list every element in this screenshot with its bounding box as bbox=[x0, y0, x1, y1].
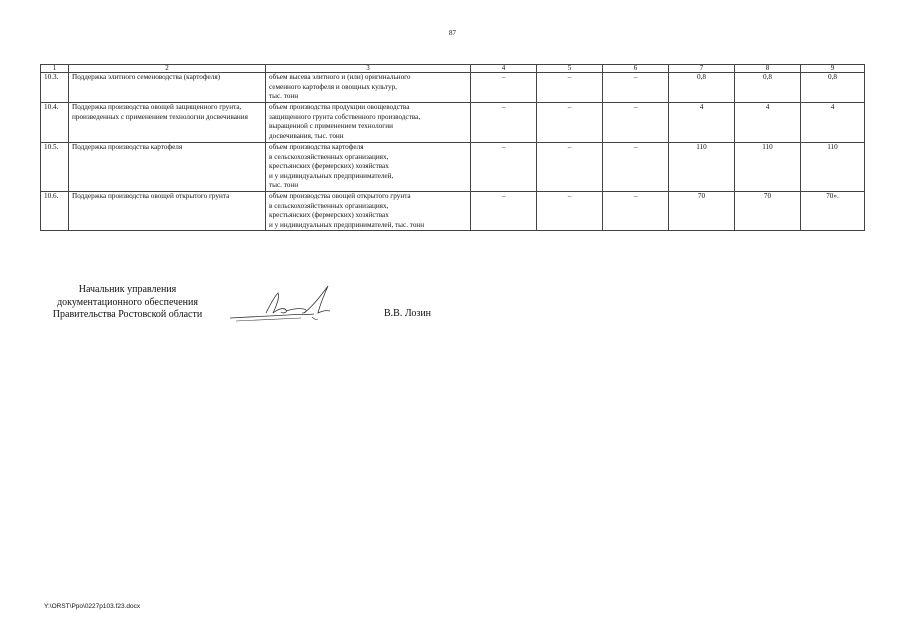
value-cell: 0,8 bbox=[801, 73, 865, 103]
signature-title-line: документационного обеспечения bbox=[57, 296, 198, 308]
indicator-line: объем производства овощей открытого грунта bbox=[269, 192, 411, 200]
indicator-line: объем производства продукции овощеводства bbox=[269, 103, 410, 111]
value-cell: – bbox=[603, 73, 669, 103]
value-cell: – bbox=[537, 192, 603, 231]
value-cell: – bbox=[603, 143, 669, 192]
column-header: 8 bbox=[735, 65, 801, 73]
indicator-line: тыс. тонн bbox=[269, 181, 299, 190]
indicator-line: крестьянских (фермерских) хозяйствах bbox=[269, 211, 389, 220]
table-row bbox=[41, 73, 865, 103]
file-path-footer: Y:\ORST\Ppo\0227p103.f23.docx bbox=[44, 603, 141, 610]
value-cell: 110 bbox=[801, 143, 865, 192]
value-cell: – bbox=[537, 143, 603, 192]
indicator-line: досвечивания, тыс. тонн bbox=[269, 131, 344, 140]
measure-name: Поддержка производства овощей защищенного грунта, произведенных с применением технологии досвечивания bbox=[69, 103, 266, 143]
value-cell: – bbox=[471, 143, 537, 192]
table-header-row bbox=[41, 65, 865, 73]
measure-name: Поддержка производства картофеля bbox=[69, 143, 266, 192]
column-header: 3 bbox=[266, 65, 471, 73]
value-cell: – bbox=[471, 73, 537, 103]
signer-name: В.В. Лозин bbox=[384, 308, 432, 319]
value-cell: – bbox=[603, 103, 669, 143]
value-cell: 4 bbox=[669, 103, 735, 143]
indicator-line: и у индивидуальных предпринимателей, bbox=[269, 171, 394, 180]
indicator-cell bbox=[266, 143, 471, 192]
value-cell: 70». bbox=[801, 192, 865, 231]
indicator-cell bbox=[266, 192, 471, 231]
indicator-line: и у индивидуальных предпринимателей, тыс. тонн bbox=[269, 220, 425, 229]
table-row bbox=[41, 192, 865, 231]
column-header: 7 bbox=[669, 65, 735, 73]
value-cell: – bbox=[471, 192, 537, 231]
value-cell: 0,8 bbox=[669, 73, 735, 103]
table-row bbox=[41, 103, 865, 143]
row-number: 10.3. bbox=[41, 73, 69, 103]
indicator-line: защищенного грунта собственного производства, bbox=[269, 112, 421, 121]
value-cell: – bbox=[537, 103, 603, 143]
value-cell: 110 bbox=[735, 143, 801, 192]
handwritten-signature bbox=[226, 283, 341, 325]
column-header: 5 bbox=[537, 65, 603, 73]
value-cell: – bbox=[471, 103, 537, 143]
signature-title-block bbox=[40, 284, 215, 322]
data-table bbox=[40, 64, 865, 231]
page-number: 87 bbox=[449, 29, 456, 37]
indicator-line: крестьянских (фермерских) хозяйствах bbox=[269, 162, 389, 171]
indicator-cell bbox=[266, 73, 471, 103]
column-header: 9 bbox=[801, 65, 865, 73]
indicator-line: выращенной с применением технологии bbox=[269, 122, 393, 131]
measure-name: Поддержка элитного семеноводства (картофеля) bbox=[69, 73, 266, 103]
indicator-line: в сельскохозяйственных организациях, bbox=[269, 201, 389, 210]
value-cell: 4 bbox=[801, 103, 865, 143]
column-header: 6 bbox=[603, 65, 669, 73]
column-header: 1 bbox=[41, 65, 69, 73]
indicator-line: объем производства картофеля bbox=[269, 143, 364, 151]
value-cell: 70 bbox=[735, 192, 801, 231]
value-cell: – bbox=[603, 192, 669, 231]
value-cell: 4 bbox=[735, 103, 801, 143]
indicator-line: в сельскохозяйственных организациях, bbox=[269, 152, 389, 161]
indicator-cell bbox=[266, 103, 471, 143]
signature-title-line: Начальник управления bbox=[78, 284, 177, 295]
column-header: 4 bbox=[471, 65, 537, 73]
value-cell: 70 bbox=[669, 192, 735, 231]
row-number: 10.6. bbox=[41, 192, 69, 231]
row-number: 10.4. bbox=[41, 103, 69, 143]
measure-name: Поддержка производства овощей открытого грунта bbox=[69, 192, 266, 231]
indicator-line: семенного картофеля и овощных культур, bbox=[269, 82, 397, 91]
row-number: 10.5. bbox=[41, 143, 69, 192]
signature-title-line: Правительства Ростовской области bbox=[52, 309, 203, 320]
value-cell: 0,8 bbox=[735, 73, 801, 103]
value-cell: – bbox=[537, 73, 603, 103]
indicator-line: объем высева элитного и (или) оригинального bbox=[269, 73, 411, 81]
table-row bbox=[41, 143, 865, 192]
value-cell: 110 bbox=[669, 143, 735, 192]
indicator-line: тыс. тонн bbox=[269, 92, 299, 101]
column-header: 2 bbox=[69, 65, 266, 73]
